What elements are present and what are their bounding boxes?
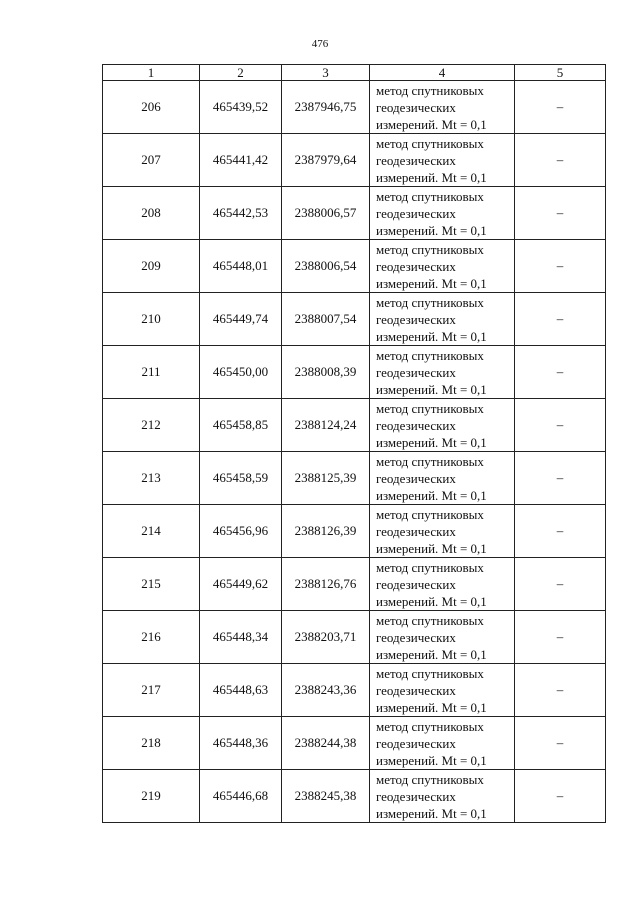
table-row — [103, 399, 606, 452]
method-line: геодезических — [376, 417, 456, 433]
method-cell — [370, 399, 515, 452]
method-line: метод спутниковых — [376, 559, 484, 575]
method-cell — [370, 81, 515, 134]
note-cell: – — [515, 399, 606, 452]
column-header-3: 3 — [282, 65, 370, 81]
point-number-cell: 212 — [103, 399, 200, 452]
point-number-cell: 216 — [103, 611, 200, 664]
method-line: метод спутниковых — [376, 135, 484, 151]
method-cell — [370, 187, 515, 240]
method-line: метод спутниковых — [376, 771, 484, 787]
note-cell: – — [515, 187, 606, 240]
table-header-row — [103, 65, 606, 81]
y-coordinate-cell: 2388006,54 — [282, 240, 370, 293]
method-line: геодезических — [376, 523, 456, 539]
point-number-cell: 213 — [103, 452, 200, 505]
method-line: геодезических — [376, 470, 456, 486]
point-number-cell: 217 — [103, 664, 200, 717]
method-line: геодезических — [376, 788, 456, 804]
method-line: геодезических — [376, 258, 456, 274]
table-row — [103, 187, 606, 240]
x-coordinate-cell: 465439,52 — [200, 81, 282, 134]
method-line: измерений. Mt = 0,1 — [376, 699, 487, 715]
method-line: метод спутниковых — [376, 453, 484, 469]
x-coordinate-cell: 465448,36 — [200, 717, 282, 770]
note-cell: – — [515, 558, 606, 611]
method-line: метод спутниковых — [376, 506, 484, 522]
y-coordinate-cell: 2388124,24 — [282, 399, 370, 452]
x-coordinate-cell: 465450,00 — [200, 346, 282, 399]
x-coordinate-cell: 465458,59 — [200, 452, 282, 505]
table-row — [103, 240, 606, 293]
method-line: геодезических — [376, 629, 456, 645]
column-header-2: 2 — [200, 65, 282, 81]
table-row — [103, 717, 606, 770]
point-number-cell: 210 — [103, 293, 200, 346]
method-cell — [370, 611, 515, 664]
method-cell — [370, 293, 515, 346]
method-line: измерений. Mt = 0,1 — [376, 434, 487, 450]
table-row — [103, 664, 606, 717]
table-row — [103, 558, 606, 611]
method-cell — [370, 505, 515, 558]
note-cell: – — [515, 664, 606, 717]
method-line: геодезических — [376, 205, 456, 221]
method-line: геодезических — [376, 735, 456, 751]
method-line: измерений. Mt = 0,1 — [376, 752, 487, 768]
y-coordinate-cell: 2388126,76 — [282, 558, 370, 611]
point-number-cell: 218 — [103, 717, 200, 770]
y-coordinate-cell: 2388245,38 — [282, 770, 370, 823]
x-coordinate-cell: 465449,62 — [200, 558, 282, 611]
method-line: измерений. Mt = 0,1 — [376, 487, 487, 503]
x-coordinate-cell: 465448,34 — [200, 611, 282, 664]
method-line: метод спутниковых — [376, 612, 484, 628]
method-line: измерений. Mt = 0,1 — [376, 169, 487, 185]
note-cell: – — [515, 770, 606, 823]
method-line: метод спутниковых — [376, 241, 484, 257]
method-cell — [370, 134, 515, 187]
column-header-4: 4 — [370, 65, 515, 81]
column-header-5: 5 — [515, 65, 606, 81]
table-row — [103, 452, 606, 505]
point-number-cell: 209 — [103, 240, 200, 293]
y-coordinate-cell: 2388008,39 — [282, 346, 370, 399]
table-row — [103, 81, 606, 134]
point-number-cell: 208 — [103, 187, 200, 240]
method-cell — [370, 240, 515, 293]
table-row — [103, 770, 606, 823]
method-line: измерений. Mt = 0,1 — [376, 540, 487, 556]
method-line: геодезических — [376, 311, 456, 327]
note-cell: – — [515, 346, 606, 399]
method-line: метод спутниковых — [376, 188, 484, 204]
method-line: измерений. Mt = 0,1 — [376, 328, 487, 344]
note-cell: – — [515, 611, 606, 664]
note-cell: – — [515, 505, 606, 558]
method-line: измерений. Mt = 0,1 — [376, 222, 487, 238]
method-line: измерений. Mt = 0,1 — [376, 805, 487, 821]
note-cell: – — [515, 240, 606, 293]
table-row — [103, 293, 606, 346]
y-coordinate-cell: 2388126,39 — [282, 505, 370, 558]
y-coordinate-cell: 2388125,39 — [282, 452, 370, 505]
method-line: измерений. Mt = 0,1 — [376, 593, 487, 609]
method-line: геодезических — [376, 576, 456, 592]
y-coordinate-cell: 2387946,75 — [282, 81, 370, 134]
method-line: метод спутниковых — [376, 400, 484, 416]
y-coordinate-cell: 2388006,57 — [282, 187, 370, 240]
x-coordinate-cell: 465456,96 — [200, 505, 282, 558]
method-cell — [370, 452, 515, 505]
table-body — [103, 81, 606, 823]
method-line: метод спутниковых — [376, 665, 484, 681]
note-cell: – — [515, 134, 606, 187]
point-number-cell: 214 — [103, 505, 200, 558]
y-coordinate-cell: 2388203,71 — [282, 611, 370, 664]
column-header-1: 1 — [103, 65, 200, 81]
y-coordinate-cell: 2388243,36 — [282, 664, 370, 717]
method-cell — [370, 558, 515, 611]
y-coordinate-cell: 2387979,64 — [282, 134, 370, 187]
note-cell: – — [515, 452, 606, 505]
x-coordinate-cell: 465441,42 — [200, 134, 282, 187]
method-line: метод спутниковых — [376, 294, 484, 310]
method-line: измерений. Mt = 0,1 — [376, 116, 487, 132]
method-cell — [370, 664, 515, 717]
method-line: измерений. Mt = 0,1 — [376, 275, 487, 291]
point-number-cell: 207 — [103, 134, 200, 187]
method-line: измерений. Mt = 0,1 — [376, 381, 487, 397]
point-number-cell: 215 — [103, 558, 200, 611]
method-line: метод спутниковых — [376, 718, 484, 734]
y-coordinate-cell: 2388007,54 — [282, 293, 370, 346]
page-number: 476 — [311, 38, 329, 50]
method-line: метод спутниковых — [376, 82, 484, 98]
point-number-cell: 219 — [103, 770, 200, 823]
x-coordinate-cell: 465458,85 — [200, 399, 282, 452]
x-coordinate-cell: 465442,53 — [200, 187, 282, 240]
method-line: геодезических — [376, 152, 456, 168]
table-row — [103, 346, 606, 399]
x-coordinate-cell: 465448,01 — [200, 240, 282, 293]
method-line: геодезических — [376, 682, 456, 698]
note-cell: – — [515, 717, 606, 770]
table-row — [103, 505, 606, 558]
method-line: измерений. Mt = 0,1 — [376, 646, 487, 662]
note-cell: – — [515, 293, 606, 346]
table-row — [103, 611, 606, 664]
point-number-cell: 211 — [103, 346, 200, 399]
method-line: геодезических — [376, 99, 456, 115]
method-line: метод спутниковых — [376, 347, 484, 363]
method-cell — [370, 770, 515, 823]
method-line: геодезических — [376, 364, 456, 380]
x-coordinate-cell: 465448,63 — [200, 664, 282, 717]
x-coordinate-cell: 465446,68 — [200, 770, 282, 823]
point-number-cell: 206 — [103, 81, 200, 134]
method-cell — [370, 346, 515, 399]
coordinates-table — [102, 64, 606, 823]
table-row — [103, 134, 606, 187]
note-cell: – — [515, 81, 606, 134]
y-coordinate-cell: 2388244,38 — [282, 717, 370, 770]
method-cell — [370, 717, 515, 770]
x-coordinate-cell: 465449,74 — [200, 293, 282, 346]
